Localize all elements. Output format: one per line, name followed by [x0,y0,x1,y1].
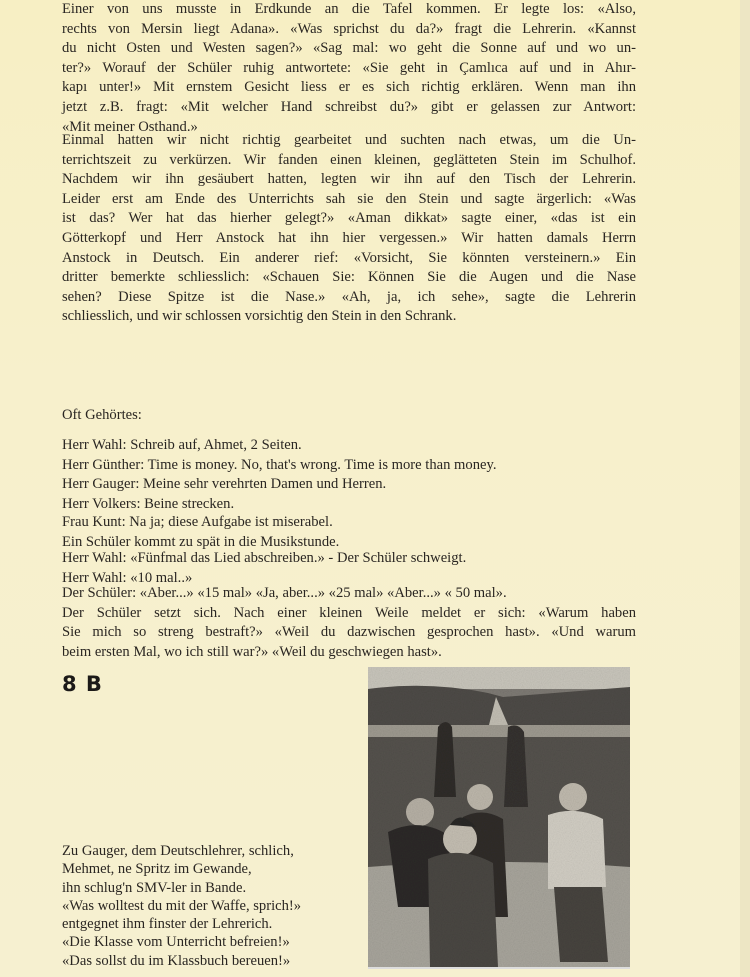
text-line: Anstock in Deutsch. Ein anderer rief: «Vorsicht, Sie könnten versteinern.» Ein [62,249,636,266]
quote-line: Herr Wahl: «10 mal..» [62,569,193,586]
photo-illustration [368,667,630,967]
text-line: Götterkopf und Herr Anstock hat ihn hier vergessen.» Wir hatten damals Herrn [62,229,636,246]
class-photo [368,667,630,969]
poem-line: «Was wolltest du mit der Waffe, sprich!» [62,897,302,914]
text-line: Der Schüler setzt sich. Nach einer kleinen Weile meldet er sich: «Warum haben [62,604,636,621]
text-line: Sie mich so streng bestraft?» «Weil du dazwischen gesprochen hast». «Und warum [62,624,636,641]
quote-list [62,549,662,588]
section-heading: Oft Gehörtes: [62,407,142,423]
quote-line: Herr Günther: Time is money. No, that's wrong. Time is more than money. [62,456,497,473]
poem-line: Zu Gauger, dem Deutschlehrer, schlich, [62,843,294,859]
text-line: terrichtszeit zu verkürzen. Wir fanden einen kleinen, geglätteten Stein im Schulhof. [62,151,636,168]
text-line: Einmal hatten wir nicht richtig gearbeitet und suchten nach etwas, um die Un- [62,132,636,148]
quote-line: Herr Wahl: «Fünfmal das Lied abschreiben.» - Der Schüler schweigt. [62,550,467,566]
paragraph-erdkunde [62,0,636,137]
text-line: Der Schüler: «Aber...» «15 mal» «Ja, aber...» «25 mal» «Aber...» « 50 mal». [62,585,507,601]
text-line: ter?» Worauf der Schüler ruhig antwortete: «Sie geht in Çamlıca auf und in Ahır- [62,59,636,76]
poem [62,842,301,970]
page-edge [740,0,750,977]
quote-line: Herr Volkers: Beine strecken. [62,495,235,512]
quote-line: Frau Kunt: Na ja; diese Aufgabe ist miserabel. [62,514,333,530]
text-line: du nicht Osten und Westen sagen?» «Sag mal: wo geht die Sonne auf und wo un- [62,40,636,57]
paragraph-stein [62,131,636,327]
text-line: sehen? Diese Spitze ist die Nase.» «Ah, ja, ich sehe», sagte die Lehrerin [62,288,636,305]
text-line: schliesslich, und wir schlossen vorsichtig den Stein in den Schrank. [62,308,457,325]
poem-line: entgegnet ihm finster der Lehrerich. [62,916,273,933]
quote-line: Herr Gauger: Meine sehr verehrten Damen und Herren. [62,476,387,493]
poem-line: «Das sollst du im Klassbuch bereuen!» [62,952,291,969]
text-line: Nachdem wir ihn gesäubert hatten, legten wir ihn auf den Tisch der Lehrerin. [62,171,636,188]
quote-line: Ein Schüler kommt zu spät in die Musikstunde. [62,533,340,550]
text-line: jetzt z.B. fragt: «Mit welcher Hand schreibst du?» gibt er gelassen zur Antwort: [62,98,636,115]
quote-line: Herr Wahl: Schreib auf, Ahmet, 2 Seiten. [62,437,302,453]
poem-line: Mehmet, ne Spritz im Gewande, [62,861,252,878]
quote-list [62,436,662,514]
text-line: Leider erst am Ende des Unterrichts sah sie den Stein und sagte ärgerlich: «Was [62,190,636,207]
poem-line: «Die Klasse vom Unterricht befreien!» [62,934,290,951]
text-line: beim ersten Mal, wo ich still war?» «Weil du geschwiegen hast». [62,643,442,660]
poem-line: ihn schlug'n SMV-ler in Bande. [62,879,247,896]
text-line: rechts von Mersin liegt Adana». «Was sprichst du da?» fragt die Lehrerin. «Kannst [62,20,636,37]
class-label: 8 B [62,672,103,696]
text-line: Einer von uns musste in Erdkunde an die Tafel kommen. Er legte los: «Also, [62,1,636,17]
paragraph-closing [62,584,636,662]
text-line: kapı unter!» Mit ernstem Gesicht liess er es sich richtig erklären. Wenn man ihn [62,79,636,96]
text-line: ist das? Wer hat das hierher gelegt?» «Aman dikkat» sagte einer, «das ist ein [62,210,636,227]
quote-list [62,513,662,552]
text-line: «Mit meiner Osthand.» [62,118,198,135]
text-line: dritter bemerkte schliesslich: «Schauen Sie: Können Sie die Augen und die Nase [62,269,636,286]
